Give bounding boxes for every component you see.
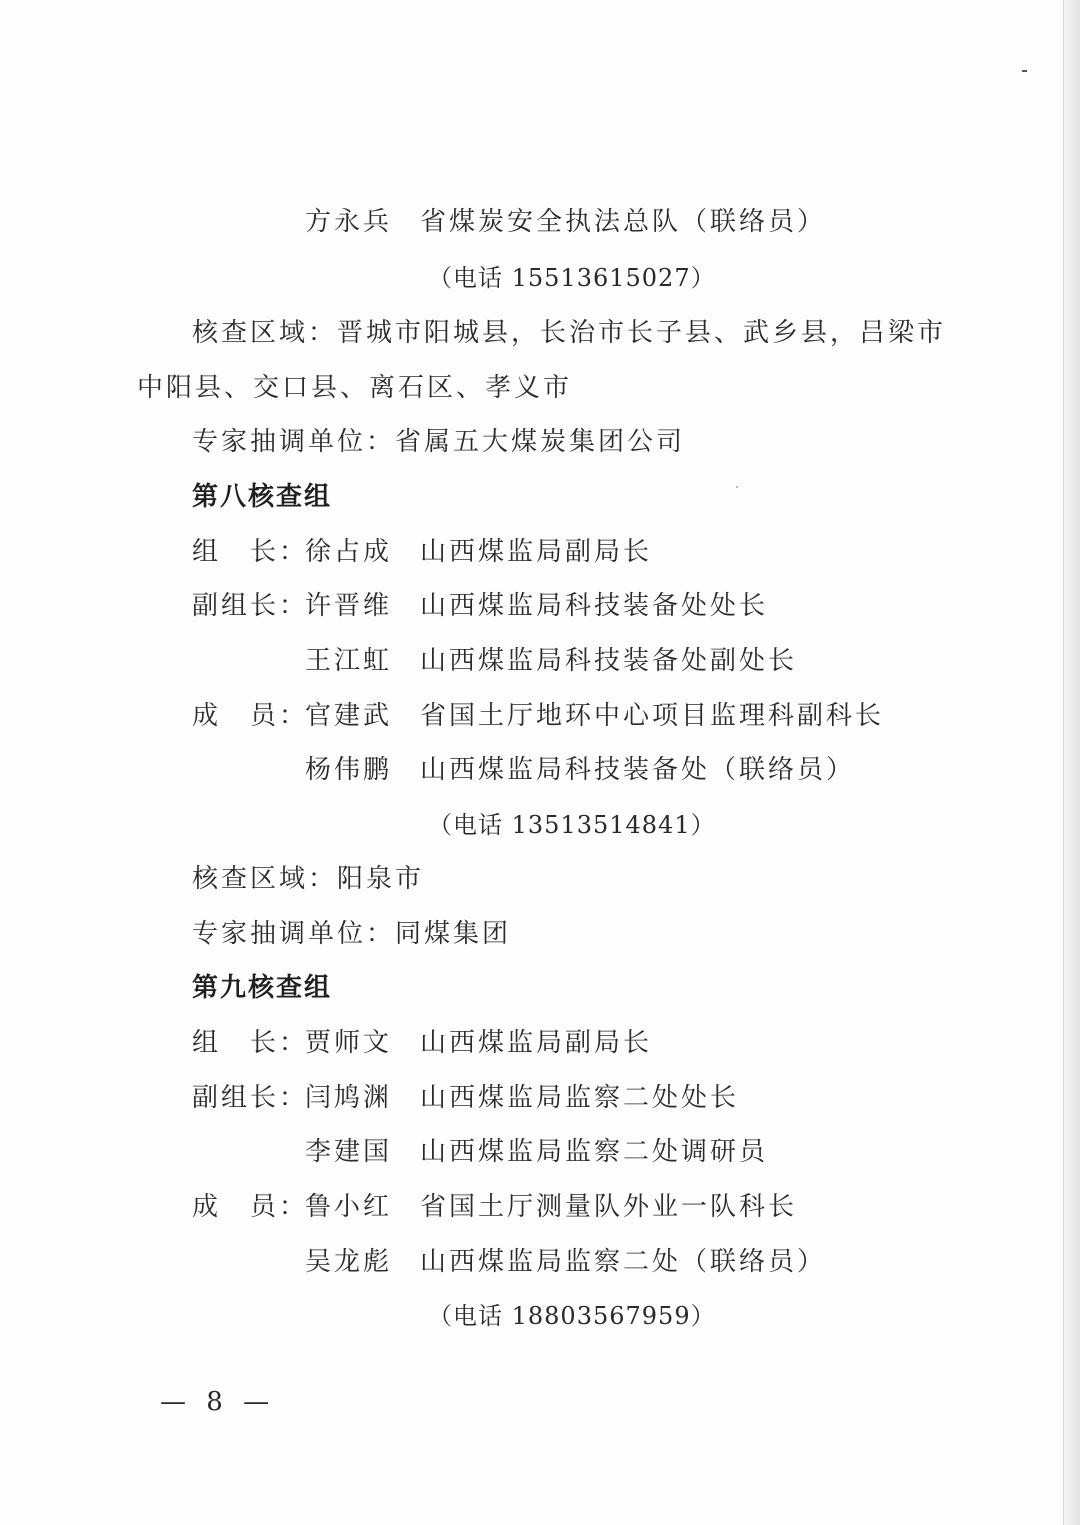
group9-leader-role: 组 长： bbox=[192, 1028, 309, 1058]
group8-leader-role: 组 长： bbox=[192, 537, 309, 567]
group8-member-role: 成 员： bbox=[192, 701, 309, 731]
group8-deputy1-title: 山西煤监局科技装备处处长 bbox=[420, 591, 769, 621]
group9-deputy1-name: 闫鸠渊 bbox=[305, 1083, 393, 1113]
group9-deputy-role: 副组长： bbox=[192, 1083, 309, 1113]
group8-deputy2-name: 王江虹 bbox=[305, 646, 393, 676]
group9-member1-name: 鲁小红 bbox=[305, 1192, 393, 1222]
area-label: 核查区域： bbox=[192, 318, 338, 348]
member-title: 省煤炭安全执法总队（联络员） bbox=[420, 207, 827, 237]
group8-member2-name: 杨伟鹏 bbox=[305, 755, 393, 785]
member-name: 方永兵 bbox=[305, 207, 393, 237]
group8-deputy1-name: 许晋维 bbox=[305, 591, 393, 621]
group8-expert-line bbox=[192, 917, 511, 951]
group8-member2-title: 山西煤监局科技装备处（联络员） bbox=[420, 755, 856, 785]
group9-leader-title: 山西煤监局副局长 bbox=[420, 1028, 653, 1058]
group9-member1-title: 省国土厅测量队外业一队科长 bbox=[420, 1192, 798, 1222]
group9-member-role: 成 员： bbox=[192, 1192, 309, 1222]
expert-label: 专家抽调单位： bbox=[192, 427, 396, 457]
group9-deputy2-title: 山西煤监局监察二处调研员 bbox=[420, 1137, 769, 1167]
group8-leader-title: 山西煤监局副局长 bbox=[420, 537, 653, 567]
group8-deputy-role: 副组长： bbox=[192, 591, 309, 621]
group9-leader-name: 贾师文 bbox=[305, 1028, 393, 1058]
group8-expert-unit: 同煤集团 bbox=[395, 919, 512, 949]
group8-expert-label: 专家抽调单位： bbox=[192, 919, 396, 949]
group9-member2-name: 吴龙彪 bbox=[305, 1247, 393, 1277]
area-text: 晋城市阳城县，长治市长子县、武乡县，吕梁市 bbox=[337, 318, 947, 348]
expert-unit: 省属五大煤炭集团公司 bbox=[395, 427, 686, 457]
group8-area-label: 核查区域： bbox=[192, 864, 338, 894]
group9-phone: （电话 18803567959） bbox=[428, 1302, 716, 1330]
group9-member2-title: 山西煤监局监察二处（联络员） bbox=[420, 1247, 827, 1277]
group9-deputy1-title: 山西煤监局监察二处处长 bbox=[420, 1083, 740, 1113]
group8-phone: （电话 13513514841） bbox=[428, 811, 716, 839]
area-line-2: 中阳县、交口县、离石区、孝义市 bbox=[137, 373, 573, 403]
scan-speck bbox=[1022, 70, 1027, 72]
group8-area-text: 阳泉市 bbox=[337, 864, 425, 894]
scan-speck bbox=[736, 486, 738, 488]
area-line-1 bbox=[192, 316, 946, 350]
group9-heading: 第九核查组 bbox=[192, 973, 333, 1003]
group8-leader-name: 徐占成 bbox=[305, 537, 393, 567]
group8-member1-name: 官建武 bbox=[305, 701, 393, 731]
phone-number: （电话 15513615027） bbox=[428, 264, 716, 292]
group8-member1-title: 省国土厅地环中心项目监理科副科长 bbox=[420, 701, 885, 731]
page-edge-shadow bbox=[1063, 0, 1080, 1525]
page-number: — 8 — bbox=[160, 1387, 276, 1417]
group8-deputy2-title: 山西煤监局科技装备处副处长 bbox=[420, 646, 798, 676]
group8-heading: 第八核查组 bbox=[192, 482, 333, 512]
group8-area-line bbox=[192, 862, 424, 896]
group9-deputy2-name: 李建国 bbox=[305, 1137, 393, 1167]
expert-line bbox=[192, 425, 685, 459]
